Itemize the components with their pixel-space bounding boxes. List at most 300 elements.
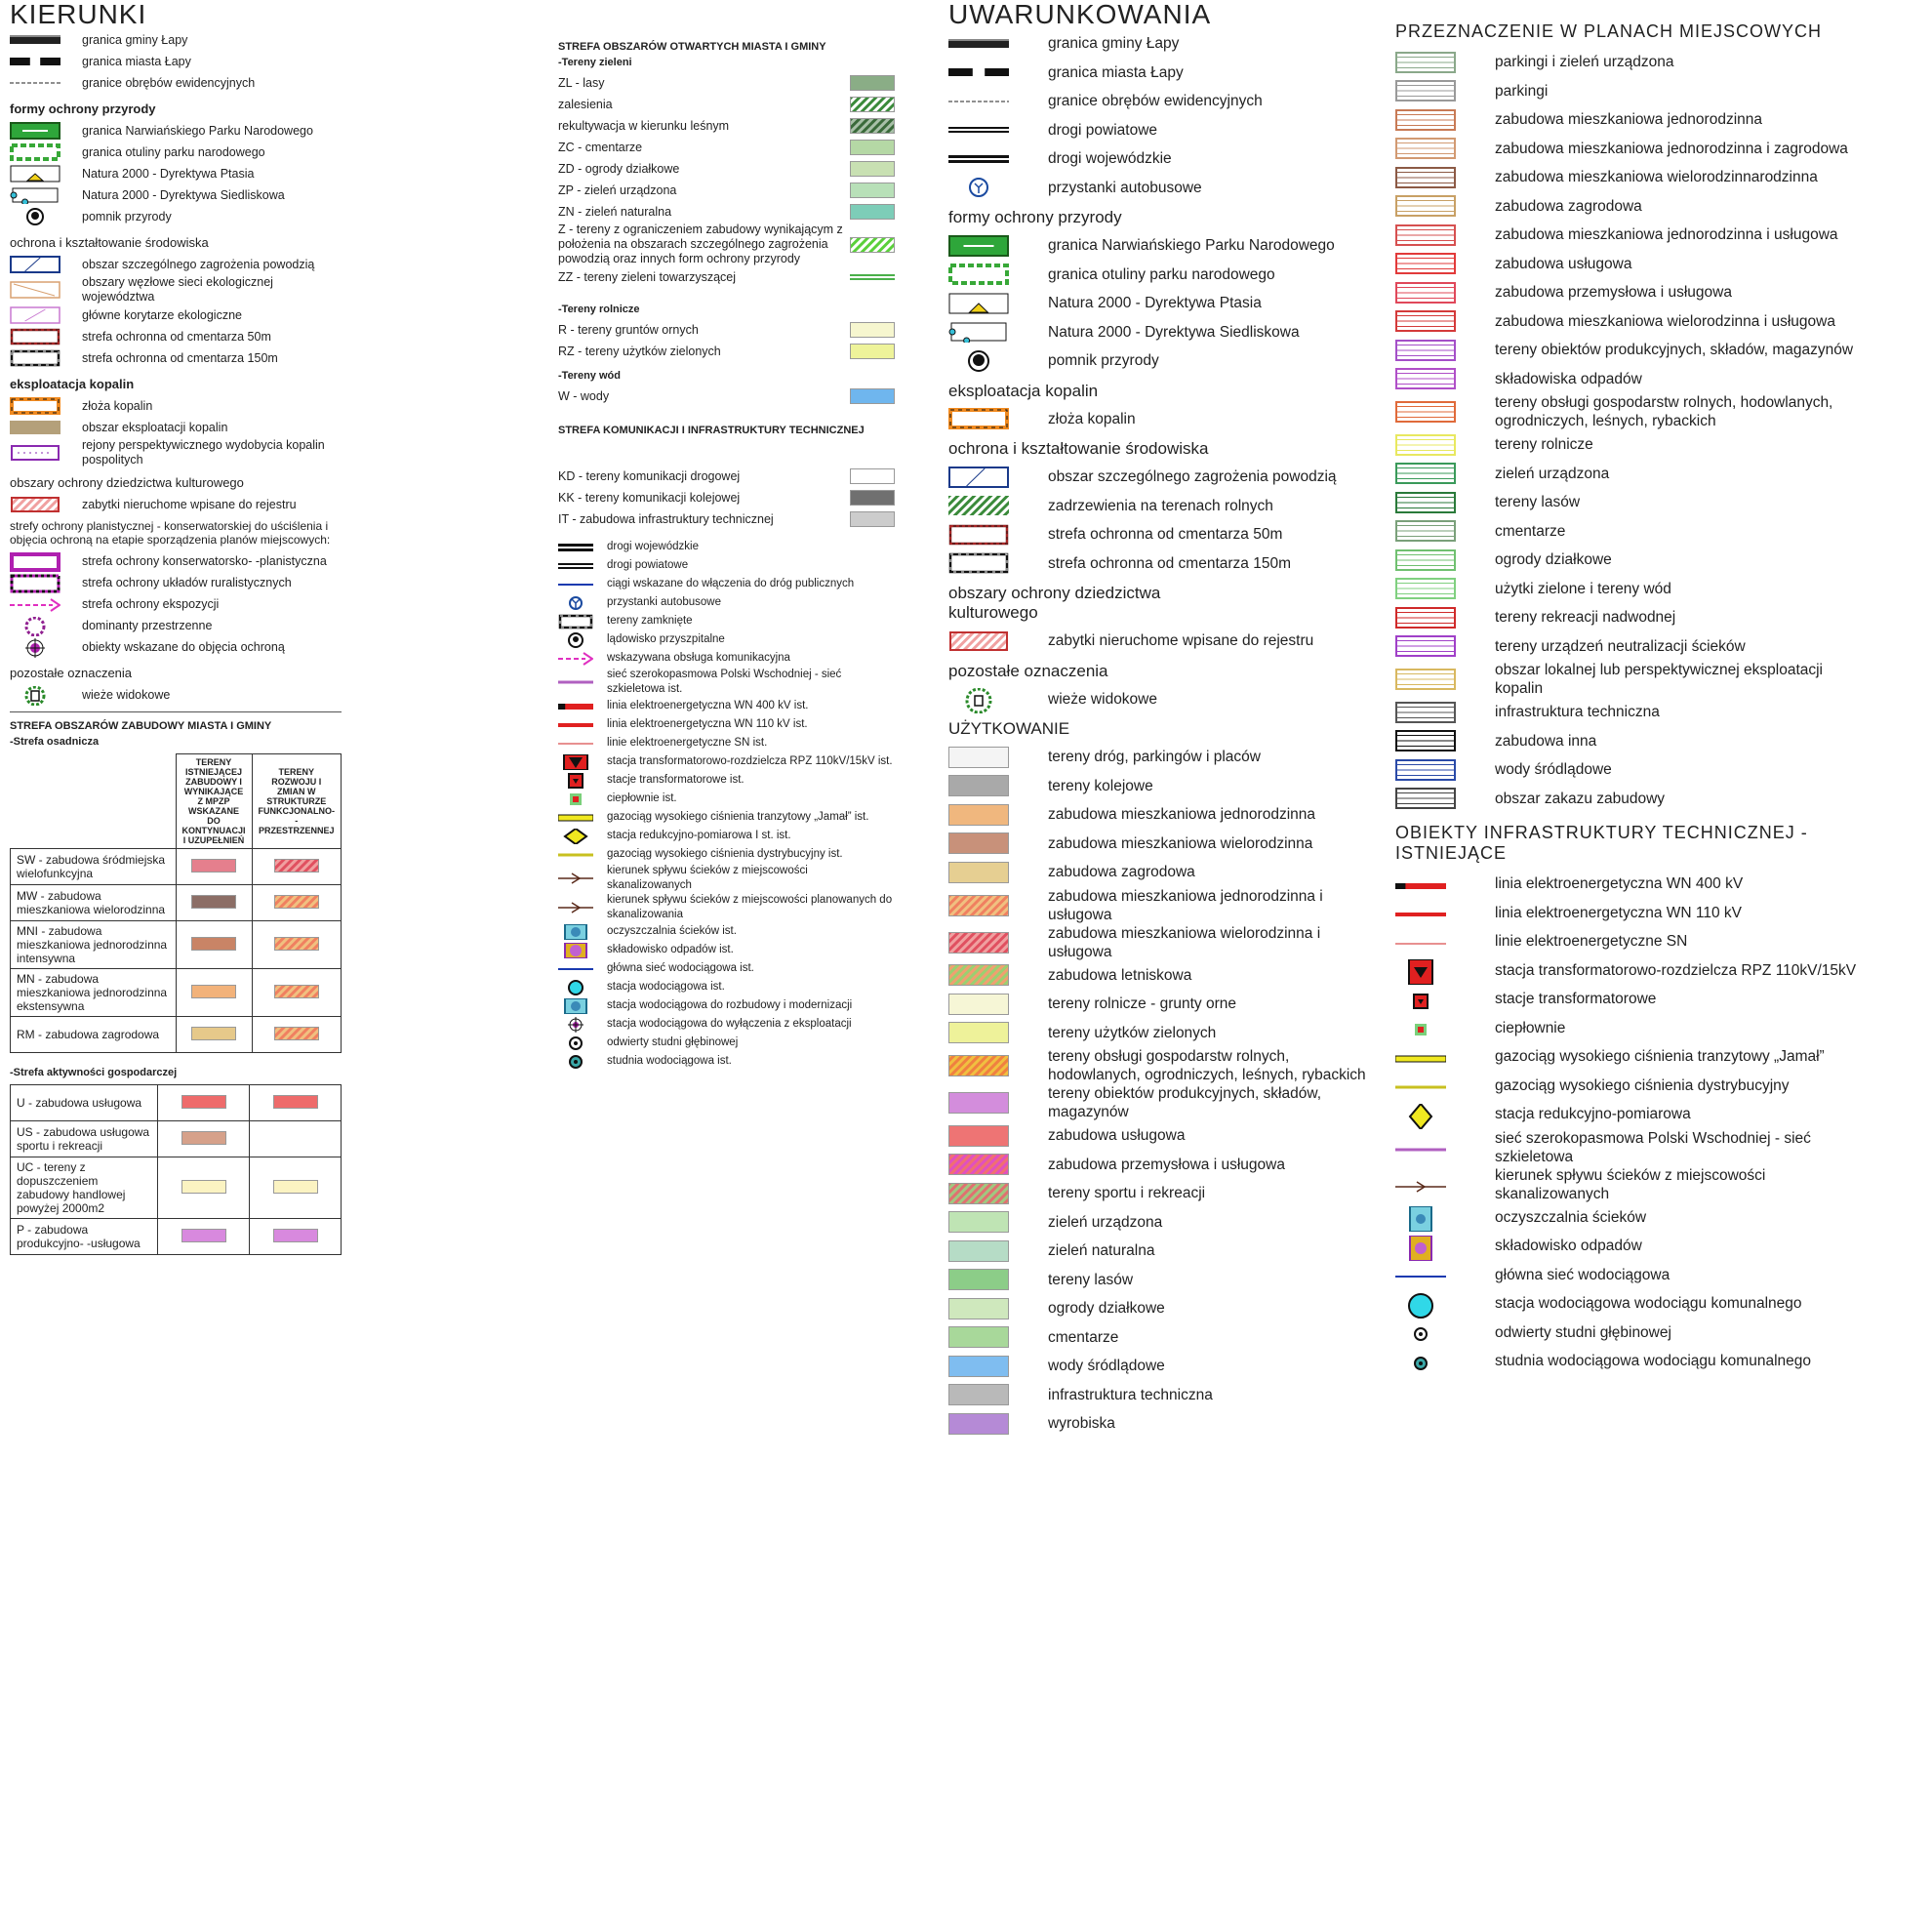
legend-label: drogi powiatowe bbox=[1048, 121, 1158, 139]
swatch-development bbox=[252, 1017, 341, 1053]
legend-symbol bbox=[948, 1326, 1009, 1348]
legend-label: zieleń urządzona bbox=[1048, 1213, 1163, 1231]
legend-symbol bbox=[1395, 282, 1456, 304]
table-row bbox=[11, 969, 342, 1017]
legend-plans bbox=[1395, 21, 1864, 1376]
legend-label: Natura 2000 - Dyrektywa Ptasia bbox=[1048, 295, 1262, 312]
legend-label: zalesienia bbox=[558, 97, 613, 111]
legend-item bbox=[1395, 192, 1864, 222]
legend-symbol bbox=[1395, 434, 1456, 456]
legend-symbol bbox=[1395, 578, 1456, 599]
legend-label: granice obrębów ewidencyjnych bbox=[82, 75, 256, 90]
legend-item bbox=[558, 790, 895, 808]
legend-label: strefa ochronna od cmentarza 50m bbox=[82, 329, 271, 344]
legend-label: stacja transformatorowo-rozdzielcza RPZ 110kV/15kV bbox=[1495, 961, 1857, 979]
swatch-existing bbox=[158, 1157, 250, 1219]
legend-symbol bbox=[558, 614, 593, 629]
legend-label: ogrody działkowe bbox=[1495, 551, 1612, 569]
legend-symbol bbox=[850, 388, 895, 404]
legend-symbol bbox=[558, 810, 593, 826]
legend-label: ZD - ogrody działkowe bbox=[558, 161, 680, 176]
legend-item bbox=[948, 1121, 1378, 1151]
legend-item bbox=[1395, 221, 1864, 250]
legend-label: zadrzewienia na terenach rolnych bbox=[1048, 497, 1273, 514]
legend-label: studnia wodociągowa wodociągu komunalnego bbox=[1495, 1353, 1812, 1370]
legend-label: granica gminy Łapy bbox=[1048, 35, 1180, 53]
heading-env-u: ochrona i kształtowanie środowiska bbox=[948, 439, 1209, 458]
legend-symbol bbox=[1395, 635, 1456, 657]
legend-label: zabudowa mieszkaniowa wielorodzinnarodzinna bbox=[1495, 169, 1818, 186]
legend-item bbox=[10, 304, 342, 326]
legend-label: kierunek spływu ścieków z miejscowości skanalizowanych bbox=[1495, 1166, 1766, 1202]
legend-symbol bbox=[1395, 1046, 1456, 1068]
legend-item bbox=[1395, 278, 1864, 307]
legend-item bbox=[10, 326, 342, 347]
legend-item bbox=[558, 922, 895, 941]
legend-label: ciepłownie bbox=[1495, 1019, 1566, 1036]
legend-label: tereny obsługi gospodarstw rolnych, hodowlanych, ogrodniczych, leśnych, rybackich bbox=[1495, 394, 1833, 429]
legend-symbol bbox=[10, 638, 60, 656]
swatch-existing bbox=[176, 849, 252, 885]
legend-item bbox=[558, 959, 895, 978]
legend-symbol bbox=[10, 256, 60, 273]
legend-item bbox=[948, 627, 1378, 656]
legend-item bbox=[558, 978, 895, 996]
legend-symbol bbox=[10, 281, 60, 299]
legend-item bbox=[1395, 1203, 1864, 1233]
legend-symbol bbox=[558, 943, 593, 958]
legend-symbol bbox=[948, 775, 1009, 796]
legend-symbol bbox=[948, 321, 1009, 343]
legend-label: obszary węzłowe sieci ekologicznej województwa bbox=[82, 275, 273, 304]
legend-item bbox=[558, 752, 895, 771]
legend-symbol bbox=[948, 408, 1009, 429]
legend-label: linia elektroenergetyczna WN 110 kV ist. bbox=[607, 718, 808, 730]
legend-item bbox=[558, 1015, 895, 1034]
table-cell: MNI - zabudowa mieszkaniowa jednorodzinna intensywna bbox=[11, 921, 177, 969]
legend-label: stacja wodociągowa wodociągu komunalnego bbox=[1495, 1295, 1802, 1313]
legend-item bbox=[948, 174, 1378, 203]
heading-water: -Tereny wód bbox=[558, 370, 621, 382]
legend-label: zabudowa zagrodowa bbox=[1495, 197, 1642, 215]
swatch-existing bbox=[176, 921, 252, 969]
swatch-development bbox=[250, 1085, 342, 1121]
legend-label: stacja transformatorowo-rozdzielcza RPZ 110kV/15kV ist. bbox=[607, 755, 893, 767]
legend-item bbox=[558, 697, 895, 715]
legend-label: zabudowa mieszkaniowa wielorodzinna i usługowa bbox=[1048, 924, 1321, 960]
legend-symbol bbox=[948, 1183, 1009, 1204]
legend-item bbox=[558, 612, 895, 630]
legend-label: Natura 2000 - Dyrektywa Ptasia bbox=[82, 166, 255, 181]
legend-item bbox=[948, 1352, 1378, 1381]
legend-label: odwierty studni głębinowej bbox=[1495, 1323, 1671, 1341]
legend-symbol bbox=[850, 237, 895, 253]
legend-label: zabudowa inna bbox=[1495, 732, 1597, 750]
section-title-uwarunkowania: UWARUNKOWANIA bbox=[948, 0, 1212, 29]
legend-label: stacje transformatorowe bbox=[1495, 991, 1657, 1008]
legend-item bbox=[558, 341, 895, 362]
legend-symbol bbox=[1395, 138, 1456, 159]
legend-label: infrastruktura techniczna bbox=[1048, 1386, 1213, 1403]
table-cell: MN - zabudowa mieszkaniowa jednorodzinna ekstensywna bbox=[11, 969, 177, 1017]
legend-symbol bbox=[1395, 368, 1456, 389]
legend-item bbox=[1395, 163, 1864, 192]
legend-item bbox=[10, 72, 342, 94]
legend-item bbox=[10, 347, 342, 369]
legend-item bbox=[1395, 1289, 1864, 1319]
legend-symbol bbox=[1395, 1104, 1456, 1125]
legend-symbol bbox=[10, 574, 60, 591]
legend-item bbox=[948, 924, 1378, 961]
legend-symbol bbox=[1395, 463, 1456, 484]
heading-env: ochrona i kształtowanie środowiska bbox=[10, 235, 209, 250]
legend-item bbox=[948, 858, 1378, 887]
legend-item bbox=[558, 115, 895, 137]
legend-label: sieć szerokopasmowa Polski Wschodniej - sieć szkieletowa ist. bbox=[607, 669, 842, 695]
legend-item bbox=[10, 275, 342, 304]
legend-label: lądowisko przyszpitalne bbox=[607, 633, 725, 645]
swatch-development bbox=[252, 849, 341, 885]
legend-label: ZN - zieleń naturalna bbox=[558, 204, 672, 219]
legend-symbol bbox=[1395, 873, 1456, 895]
legend-item bbox=[1395, 460, 1864, 489]
legend-symbol bbox=[1395, 1174, 1456, 1196]
legend-item bbox=[10, 417, 342, 438]
legend-symbol bbox=[1395, 1293, 1456, 1315]
legend-symbol bbox=[558, 632, 593, 648]
legend-label: tereny lasów bbox=[1048, 1271, 1134, 1288]
table-cell: P - zabudowa produkcyjno- -usługowa bbox=[11, 1219, 158, 1255]
legend-label: strefa ochrony układów ruralistycznych bbox=[82, 575, 292, 589]
legend-item bbox=[1395, 1072, 1864, 1101]
legend-symbol bbox=[948, 264, 1009, 285]
legend-symbol bbox=[1395, 1017, 1456, 1038]
legend-symbol bbox=[948, 524, 1009, 546]
heading-forms-u: formy ochrony przyrody bbox=[948, 208, 1122, 226]
table-row bbox=[11, 849, 342, 885]
legend-item bbox=[1395, 1014, 1864, 1043]
legend-label: cmentarze bbox=[1048, 1328, 1119, 1346]
legend-label: linie elektroenergetyczne SN bbox=[1495, 933, 1688, 951]
legend-label: granica Narwiańskiego Parku Narodowego bbox=[1048, 237, 1335, 255]
legend-label: Natura 2000 - Dyrektywa Siedliskowa bbox=[1048, 323, 1300, 341]
heading-settlement: -Strefa osadnicza bbox=[10, 736, 100, 748]
legend-symbol bbox=[948, 1092, 1009, 1114]
legend-symbol bbox=[558, 1054, 593, 1070]
legend-label: wieże widokowe bbox=[1048, 690, 1157, 708]
legend-item bbox=[558, 996, 895, 1015]
legend-symbol bbox=[558, 773, 593, 789]
legend-item bbox=[558, 941, 895, 959]
legend-symbol bbox=[1395, 1206, 1456, 1228]
legend-label: oczyszczalnia ścieków ist. bbox=[607, 925, 737, 937]
legend-item bbox=[1395, 488, 1864, 517]
legend-item bbox=[558, 319, 895, 341]
legend-label: pomnik przyrody bbox=[82, 209, 172, 223]
legend-symbol bbox=[948, 1240, 1009, 1262]
legend-label: drogi powiatowe bbox=[607, 559, 689, 571]
legend-symbol bbox=[1395, 549, 1456, 571]
legend-item bbox=[948, 772, 1378, 801]
legend-label: gazociąg wysokiego ciśnienia tranzytowy „Jamał” ist. bbox=[607, 811, 869, 823]
legend-symbol bbox=[10, 349, 60, 367]
table-row bbox=[11, 921, 342, 969]
heading-forms: formy ochrony przyrody bbox=[10, 101, 156, 116]
legend-label: RZ - tereny użytków zielonych bbox=[558, 344, 721, 358]
legend-label: zabudowa mieszkaniowa jednorodzinna i zagrodowa bbox=[1495, 140, 1848, 157]
legend-item bbox=[558, 556, 895, 575]
swatch-existing bbox=[176, 1017, 252, 1053]
legend-item bbox=[948, 1381, 1378, 1410]
legend-symbol bbox=[558, 924, 593, 940]
legend-label: ZZ - tereny zieleni towarzyszącej bbox=[558, 269, 737, 284]
heading-mining-u: eksploatacja kopalin bbox=[948, 381, 1099, 400]
legend-symbol bbox=[948, 1269, 1009, 1290]
legend-label: złoża kopalin bbox=[82, 398, 153, 413]
legend-label: parkingi i zieleń urządzona bbox=[1495, 54, 1674, 71]
legend-item bbox=[948, 1237, 1378, 1266]
legend-symbol bbox=[1395, 310, 1456, 332]
swatch-development bbox=[250, 1157, 342, 1219]
legend-item bbox=[558, 180, 895, 201]
legend-item bbox=[1395, 755, 1864, 785]
legend-item bbox=[1395, 48, 1864, 77]
legend-label: gazociąg wysokiego ciśnienia dystrybucyjny bbox=[1495, 1076, 1790, 1094]
legend-label: granica gminy Łapy bbox=[82, 32, 188, 47]
table-row bbox=[11, 1085, 342, 1121]
legend-item bbox=[948, 463, 1378, 492]
legend-item bbox=[10, 684, 342, 706]
legend-item bbox=[948, 1208, 1378, 1238]
legend-item bbox=[1395, 1129, 1864, 1166]
legend-label: użytki zielone i tereny wód bbox=[1495, 580, 1671, 597]
heading-comm: STREFA KOMUNIKACJI I INFRASTRUKTURY TECHNICZNEJ bbox=[558, 425, 865, 436]
table-header-development: TERENY ROZWOJU I ZMIAN W STRUKTURZE FUNKCJONALNO- -PRZESTRZENNEJ bbox=[252, 754, 341, 849]
legend-label: złoża kopalin bbox=[1048, 410, 1136, 427]
legend-label: obszar szczególnego zagrożenia powodzią bbox=[1048, 468, 1337, 486]
legend-label: wskazywana obsługa komunikacyjna bbox=[607, 652, 790, 664]
legend-symbol bbox=[1395, 788, 1456, 809]
legend-symbol bbox=[948, 804, 1009, 826]
legend-symbol bbox=[558, 792, 593, 807]
swatch-existing bbox=[176, 885, 252, 921]
legend-item bbox=[948, 1179, 1378, 1208]
legend-item bbox=[1395, 393, 1864, 430]
legend-label: ZL - lasy bbox=[558, 75, 605, 90]
legend-label: tereny zamknięte bbox=[607, 615, 693, 627]
legend-label: tereny obsługi gospodarstw rolnych, hodowlanych, ogrodniczych, leśnych, rybackich bbox=[1048, 1048, 1366, 1083]
legend-symbol bbox=[850, 204, 895, 220]
heading-mining: eksploatacja kopalin bbox=[10, 377, 135, 391]
legend-label: rekultywacja w kierunku leśnym bbox=[558, 118, 730, 133]
legend-symbol bbox=[948, 119, 1009, 141]
legend-item bbox=[1395, 661, 1864, 698]
legend-item bbox=[948, 318, 1378, 347]
legend-symbol bbox=[1395, 931, 1456, 953]
heading-heritage: obszary ochrony dziedzictwa kulturowego bbox=[10, 475, 244, 490]
legend-item bbox=[10, 593, 342, 615]
legend-symbol bbox=[558, 736, 593, 751]
economic-table bbox=[10, 1084, 342, 1255]
legend-item bbox=[1395, 785, 1864, 814]
legend-item bbox=[1395, 517, 1864, 547]
legend-label: R - tereny gruntów ornych bbox=[558, 322, 699, 337]
legend-item bbox=[558, 223, 895, 266]
legend-label: tereny kolejowe bbox=[1048, 777, 1153, 794]
legend-symbol bbox=[10, 165, 60, 183]
legend-label: tereny rolnicze - grunty orne bbox=[1048, 995, 1236, 1013]
legend-label: rejony perspektywicznego wydobycia kopalin pospolitych bbox=[82, 438, 325, 467]
legend-item bbox=[948, 800, 1378, 830]
legend-symbol bbox=[558, 699, 593, 714]
legend-symbol bbox=[850, 269, 895, 285]
legend-item bbox=[948, 1084, 1378, 1121]
legend-symbol bbox=[1395, 492, 1456, 513]
legend-item bbox=[1395, 1100, 1864, 1129]
legend-item bbox=[948, 29, 1378, 59]
legend-label: tereny użytków zielonych bbox=[1048, 1024, 1217, 1041]
table-row bbox=[11, 1121, 342, 1157]
legend-item bbox=[558, 864, 895, 893]
legend-symbol bbox=[1395, 902, 1456, 923]
heading-other: pozostałe oznaczenia bbox=[10, 666, 133, 680]
table-row bbox=[11, 885, 342, 921]
legend-label: strefa ochronna od cmentarza 50m bbox=[1048, 526, 1283, 544]
legend-symbol bbox=[10, 397, 60, 415]
legend-symbol bbox=[10, 74, 60, 92]
legend-symbol bbox=[1395, 1351, 1456, 1372]
legend-symbol bbox=[558, 754, 593, 770]
legend-label: tereny rolnicze bbox=[1495, 436, 1593, 454]
legend-item bbox=[948, 685, 1378, 714]
legend-symbol bbox=[948, 1211, 1009, 1233]
legend-label: studnia wodociągowa ist. bbox=[607, 1055, 732, 1067]
legend-item bbox=[10, 572, 342, 593]
legend-label: ZP - zieleń urządzona bbox=[558, 183, 677, 197]
legend-symbol bbox=[948, 1154, 1009, 1175]
legend-label: zabudowa mieszkaniowa jednorodzinna i usługowa bbox=[1495, 226, 1838, 244]
legend-item bbox=[1395, 105, 1864, 135]
legend-label: granica miasta Łapy bbox=[1048, 63, 1184, 81]
legend-label: zabytki nieruchome wpisane do rejestru bbox=[1048, 632, 1314, 650]
legend-label: Natura 2000 - Dyrektywa Siedliskowa bbox=[82, 187, 285, 202]
table-cell: US - zabudowa usługowa sportu i rekreacji bbox=[11, 1121, 158, 1157]
legend-symbol bbox=[1395, 730, 1456, 751]
legend-label: przystanki autobusowe bbox=[607, 596, 721, 608]
legend-label: składowisko odpadów ist. bbox=[607, 944, 734, 955]
legend-label: wody śródlądowe bbox=[1048, 1358, 1165, 1375]
legend-label: ciepłownie ist. bbox=[607, 792, 677, 804]
legend-label: granice obrębów ewidencyjnych bbox=[1048, 93, 1263, 110]
legend-symbol bbox=[558, 651, 593, 667]
swatch-development bbox=[250, 1219, 342, 1255]
legend-label: główna sieć wodociągowa ist. bbox=[607, 962, 754, 974]
legend-item bbox=[558, 201, 895, 223]
legend-symbol bbox=[558, 998, 593, 1014]
legend-symbol bbox=[850, 322, 895, 338]
legend-symbol bbox=[10, 552, 60, 570]
legend-item bbox=[948, 520, 1378, 549]
legend-symbol bbox=[948, 630, 1009, 652]
legend-item bbox=[558, 845, 895, 864]
legend-label: obiekty wskazane do objęcia ochroną bbox=[82, 639, 285, 654]
legend-item bbox=[1395, 250, 1864, 279]
legend-item bbox=[10, 494, 342, 515]
legend-label: stacja wodociągowa do rozbudowy i modernizacji bbox=[607, 999, 853, 1011]
legend-label: zieleń urządzona bbox=[1495, 465, 1610, 482]
legend-label: obszar zakazu zabudowy bbox=[1495, 790, 1666, 807]
legend-item bbox=[10, 438, 342, 467]
legend-item bbox=[1395, 927, 1864, 956]
legend-item bbox=[10, 206, 342, 227]
legend-symbol bbox=[558, 1017, 593, 1033]
legend-label: zieleń naturalna bbox=[1048, 1242, 1155, 1260]
legend-symbol bbox=[1395, 195, 1456, 217]
heading-green: -Tereny zieleni bbox=[558, 57, 632, 68]
table-cell: UC - tereny z dopuszczeniem zabudowy handlowej powyżej 2000m2 bbox=[11, 1157, 158, 1219]
legend-label: drogi wojewódzkie bbox=[1048, 150, 1172, 168]
legend-symbol bbox=[1395, 167, 1456, 188]
legend-item bbox=[10, 254, 342, 275]
legend-symbol bbox=[1395, 959, 1456, 981]
legend-item bbox=[948, 1266, 1378, 1295]
legend-label: wyrobiska bbox=[1048, 1415, 1115, 1433]
legend-symbol bbox=[948, 552, 1009, 574]
legend-label: granica otuliny parku narodowego bbox=[82, 144, 265, 159]
legend-item bbox=[1395, 430, 1864, 460]
legend-label: wieże widokowe bbox=[82, 687, 171, 702]
legend-symbol bbox=[1395, 1075, 1456, 1096]
legend-item bbox=[558, 72, 895, 94]
legend-symbol bbox=[558, 980, 593, 995]
legend-label: zabudowa mieszkaniowa wielorodzinna i usługowa bbox=[1495, 312, 1835, 330]
legend-symbol bbox=[10, 208, 60, 225]
legend-item bbox=[1395, 336, 1864, 365]
legend-symbol bbox=[948, 467, 1009, 488]
legend-item bbox=[948, 405, 1378, 434]
legend-item bbox=[948, 743, 1378, 772]
legend-symbol bbox=[948, 747, 1009, 768]
legend-label: główne korytarze ekologiczne bbox=[82, 307, 242, 322]
legend-item bbox=[1395, 899, 1864, 928]
legend-symbol bbox=[10, 686, 60, 704]
legend-item bbox=[10, 142, 342, 163]
legend-label: stacja redukcyjno-pomiarowa bbox=[1495, 1106, 1691, 1123]
legend-item bbox=[558, 266, 895, 288]
legend-symbol bbox=[1395, 607, 1456, 629]
legend-label: KD - tereny komunikacji drogowej bbox=[558, 468, 741, 483]
legend-symbol bbox=[558, 829, 593, 844]
table-row bbox=[11, 1157, 342, 1219]
legend-symbol bbox=[1395, 52, 1456, 73]
legend-symbol bbox=[948, 293, 1009, 314]
legend-item bbox=[1395, 1166, 1864, 1203]
legend-symbol bbox=[10, 186, 60, 204]
table-cell: SW - zabudowa śródmiejska wielofunkcyjna bbox=[11, 849, 177, 885]
legend-label: wody śródlądowe bbox=[1495, 761, 1612, 779]
legend-item bbox=[558, 137, 895, 158]
legend-symbol bbox=[10, 444, 60, 462]
legend-symbol bbox=[10, 53, 60, 70]
legend-item bbox=[10, 550, 342, 572]
legend-item bbox=[10, 615, 342, 636]
legend-label: infrastruktura techniczna bbox=[1495, 704, 1660, 721]
legend-item bbox=[948, 1409, 1378, 1439]
legend-item bbox=[1395, 307, 1864, 337]
legend-item bbox=[558, 158, 895, 180]
legend-item bbox=[558, 827, 895, 845]
legend-item bbox=[948, 144, 1378, 174]
